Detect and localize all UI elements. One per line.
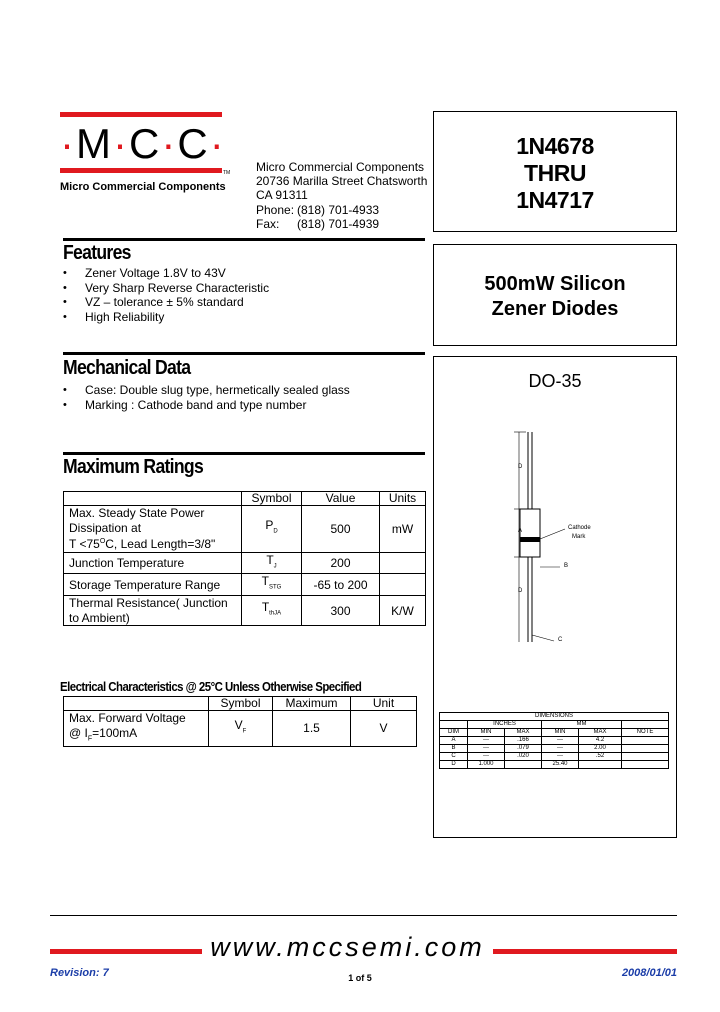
dim-cell: D	[440, 761, 468, 769]
max-ratings-rule	[63, 452, 425, 455]
table-row	[64, 506, 426, 553]
revision-date: 2008/01/01	[621, 967, 677, 979]
logo-dot: ·	[60, 120, 76, 167]
dim-cell: A	[440, 737, 468, 745]
symbol-cell	[242, 596, 302, 626]
logo-bottom-bar	[60, 168, 222, 173]
dim-cell	[622, 753, 669, 761]
revision-label: Revision: 7	[50, 967, 109, 979]
param-text: Dissipation at	[69, 520, 142, 535]
header-cell: MAX	[579, 729, 622, 737]
param-text: Max. Forward Voltage	[69, 711, 186, 725]
mechanical-heading: Mechanical Data	[63, 357, 191, 379]
address-company: Micro Commercial Components	[256, 160, 425, 174]
dim-cell: .166	[505, 737, 542, 745]
table-header-row	[64, 492, 426, 506]
dim-label-a: A	[518, 528, 523, 534]
param-cell: Storage Temperature Range	[64, 574, 242, 596]
fax-number: (818) 701-4939	[297, 216, 380, 231]
param-text-part: =100mA	[92, 725, 138, 740]
dim-cell: 1.000	[468, 761, 505, 769]
fax-label: Fax:	[256, 216, 280, 231]
header-cell: MIN	[468, 729, 505, 737]
part-number-box	[433, 111, 677, 232]
param-text: to Ambient)	[69, 610, 130, 625]
table-row	[440, 737, 669, 745]
mechanical-rule	[63, 352, 425, 355]
dim-cell	[622, 737, 669, 745]
header-cell: Units	[380, 492, 426, 506]
mechanical-item: • Marking : Cathode band and type number	[63, 398, 350, 413]
table-header-row	[440, 713, 669, 721]
electrical-heading: Electrical Characteristics @ 25°C Unless Otherwise Specified	[60, 679, 362, 694]
dim-cell: ---	[468, 737, 505, 745]
dim-cell: ---	[542, 737, 579, 745]
symbol-text: V	[234, 718, 243, 733]
features-list	[63, 266, 269, 324]
table-row	[64, 596, 426, 626]
table-header-row	[64, 697, 417, 711]
unit-cell: K/W	[380, 596, 426, 626]
unit-cell	[380, 574, 426, 596]
param-text	[69, 726, 208, 747]
dim-cell: B	[440, 745, 468, 753]
param-cell	[64, 711, 209, 747]
unit-cell	[380, 552, 426, 574]
logo-top-bar	[60, 112, 222, 117]
logo-letter: C	[177, 120, 210, 167]
max-ratings-table	[63, 491, 426, 626]
header-cell: NOTE	[622, 729, 669, 737]
mechanical-list	[63, 383, 350, 412]
table-row	[440, 753, 669, 761]
symbol-cell	[242, 574, 302, 596]
symbol-subscript: thJA	[269, 610, 282, 617]
table-row	[440, 761, 669, 769]
phone-label: Phone:	[256, 202, 295, 217]
logo-dot: ·	[209, 120, 226, 167]
symbol-text: P	[265, 518, 274, 533]
part-number-start: 1N4678	[516, 133, 594, 159]
page-number: 1 of 5	[348, 973, 372, 983]
dim-label-c: C	[558, 637, 563, 643]
address-street: 20736 Marilla Street Chatsworth	[256, 174, 428, 189]
description-line2: Zener Diodes	[491, 298, 619, 320]
dim-label-d-top: D	[518, 464, 523, 470]
cathode-label-1: Cathode	[568, 525, 591, 531]
features-item: • Very Sharp Reverse Characteristic	[63, 281, 269, 296]
param-subscript: F	[87, 734, 93, 742]
symbol-subscript: J	[273, 562, 277, 569]
symbol-cell	[242, 552, 302, 574]
website-url[interactable]: www.mccsemi.com	[210, 932, 485, 962]
logo-letter: C	[129, 120, 162, 167]
header-cell	[622, 721, 669, 729]
features-heading: Features	[63, 242, 131, 264]
header-cell: MM	[542, 721, 622, 729]
table-header-row	[440, 721, 669, 729]
param-cell	[64, 506, 242, 553]
unit-cell: V	[351, 711, 417, 747]
logo-dot: ·	[161, 120, 178, 167]
dim-cell: .020	[505, 753, 542, 761]
dim-cell: ---	[542, 753, 579, 761]
footer-red-bar-right	[493, 949, 677, 954]
symbol-subscript: D	[273, 528, 278, 535]
header-cell: INCHES	[468, 721, 542, 729]
dim-cell: .079	[505, 745, 542, 753]
table-row	[64, 574, 426, 596]
header-cell	[64, 697, 209, 711]
param-text-part: T <75	[69, 537, 100, 551]
dim-cell: ---	[542, 745, 579, 753]
dimensions-table	[439, 712, 669, 769]
symbol-text: T	[266, 552, 274, 567]
dim-label-d-bottom: D	[518, 588, 523, 594]
table-row	[440, 745, 669, 753]
value-cell: 300	[302, 596, 380, 626]
param-text: Thermal Resistance( Junction	[69, 596, 228, 611]
package-title: DO-35	[528, 371, 582, 391]
param-superscript: O	[99, 538, 106, 545]
header-cell: MAX	[505, 729, 542, 737]
param-text	[69, 535, 241, 552]
dim-cell: ---	[468, 753, 505, 761]
description-box	[433, 244, 677, 346]
mechanical-item: • Case: Double slug type, hermetically sealed glass	[63, 383, 350, 398]
part-number-end: 1N4717	[516, 187, 594, 213]
footer-red-bar-left	[50, 949, 202, 954]
header-cell: Unit	[351, 697, 417, 711]
symbol-subscript: F	[242, 728, 247, 735]
cathode-label-2: Mark	[572, 534, 586, 540]
value-cell: 500	[302, 506, 380, 553]
param-text: Max. Steady State Power	[69, 506, 205, 520]
dim-cell: ---	[468, 745, 505, 753]
value-cell: -65 to 200	[302, 574, 380, 596]
header-cell: DIM	[440, 729, 468, 737]
param-text-part: @ I	[69, 725, 88, 740]
param-text-part: C, Lead Length=3/8"	[105, 537, 216, 551]
param-cell: Junction Temperature	[64, 552, 242, 574]
description-line1: 500mW Silicon	[484, 273, 626, 295]
dimensions-title: DIMENSIONS	[440, 713, 669, 721]
address-phone	[256, 203, 427, 217]
header-cell: MIN	[542, 729, 579, 737]
value-cell: 200	[302, 552, 380, 574]
footer-rule	[50, 915, 677, 916]
header-cell	[440, 721, 468, 729]
address-city: CA 91311	[256, 188, 308, 203]
dim-cell: 25.40	[542, 761, 579, 769]
logo-subtitle: Micro Commercial Components	[60, 181, 226, 193]
symbol-text: T	[261, 600, 270, 615]
table-header-row	[440, 729, 669, 737]
company-address	[256, 160, 427, 231]
logo-dot: ·	[113, 120, 129, 167]
features-item: • High Reliability	[63, 310, 269, 325]
header-cell	[64, 492, 242, 506]
header-cell: Symbol	[242, 492, 302, 506]
logo-letter: M	[76, 120, 113, 167]
dim-cell: 2.00	[579, 745, 622, 753]
features-item: • VZ – tolerance ± 5% standard	[63, 295, 269, 310]
unit-cell: mW	[380, 506, 426, 553]
symbol-subscript: STG	[269, 584, 282, 591]
dim-cell: C	[440, 753, 468, 761]
dim-cell: .52	[579, 753, 622, 761]
address-fax	[256, 217, 427, 231]
table-row	[64, 711, 417, 747]
phone-number: (818) 701-4933	[297, 202, 380, 217]
max-ratings-heading: Maximum Ratings	[63, 456, 204, 478]
dim-cell: 4.2	[579, 737, 622, 745]
part-number-thru: THRU	[524, 160, 586, 186]
symbol-cell	[242, 506, 302, 553]
param-cell	[64, 596, 242, 626]
dim-cell	[622, 745, 669, 753]
dim-cell	[579, 761, 622, 769]
header-cell: Value	[302, 492, 380, 506]
header-cell: Symbol	[209, 697, 273, 711]
dim-label-b: B	[564, 563, 569, 569]
header-cell: Maximum	[273, 697, 351, 711]
features-rule	[63, 238, 425, 241]
table-row	[64, 552, 426, 574]
symbol-cell	[209, 711, 273, 747]
mcc-logo	[60, 120, 225, 168]
dim-cell	[622, 761, 669, 769]
value-cell: 1.5	[273, 711, 351, 747]
features-item: • Zener Voltage 1.8V to 43V	[63, 266, 269, 281]
dim-cell	[505, 761, 542, 769]
symbol-text: T	[261, 574, 269, 589]
electrical-table	[63, 696, 417, 747]
trademark: TM	[223, 170, 231, 176]
